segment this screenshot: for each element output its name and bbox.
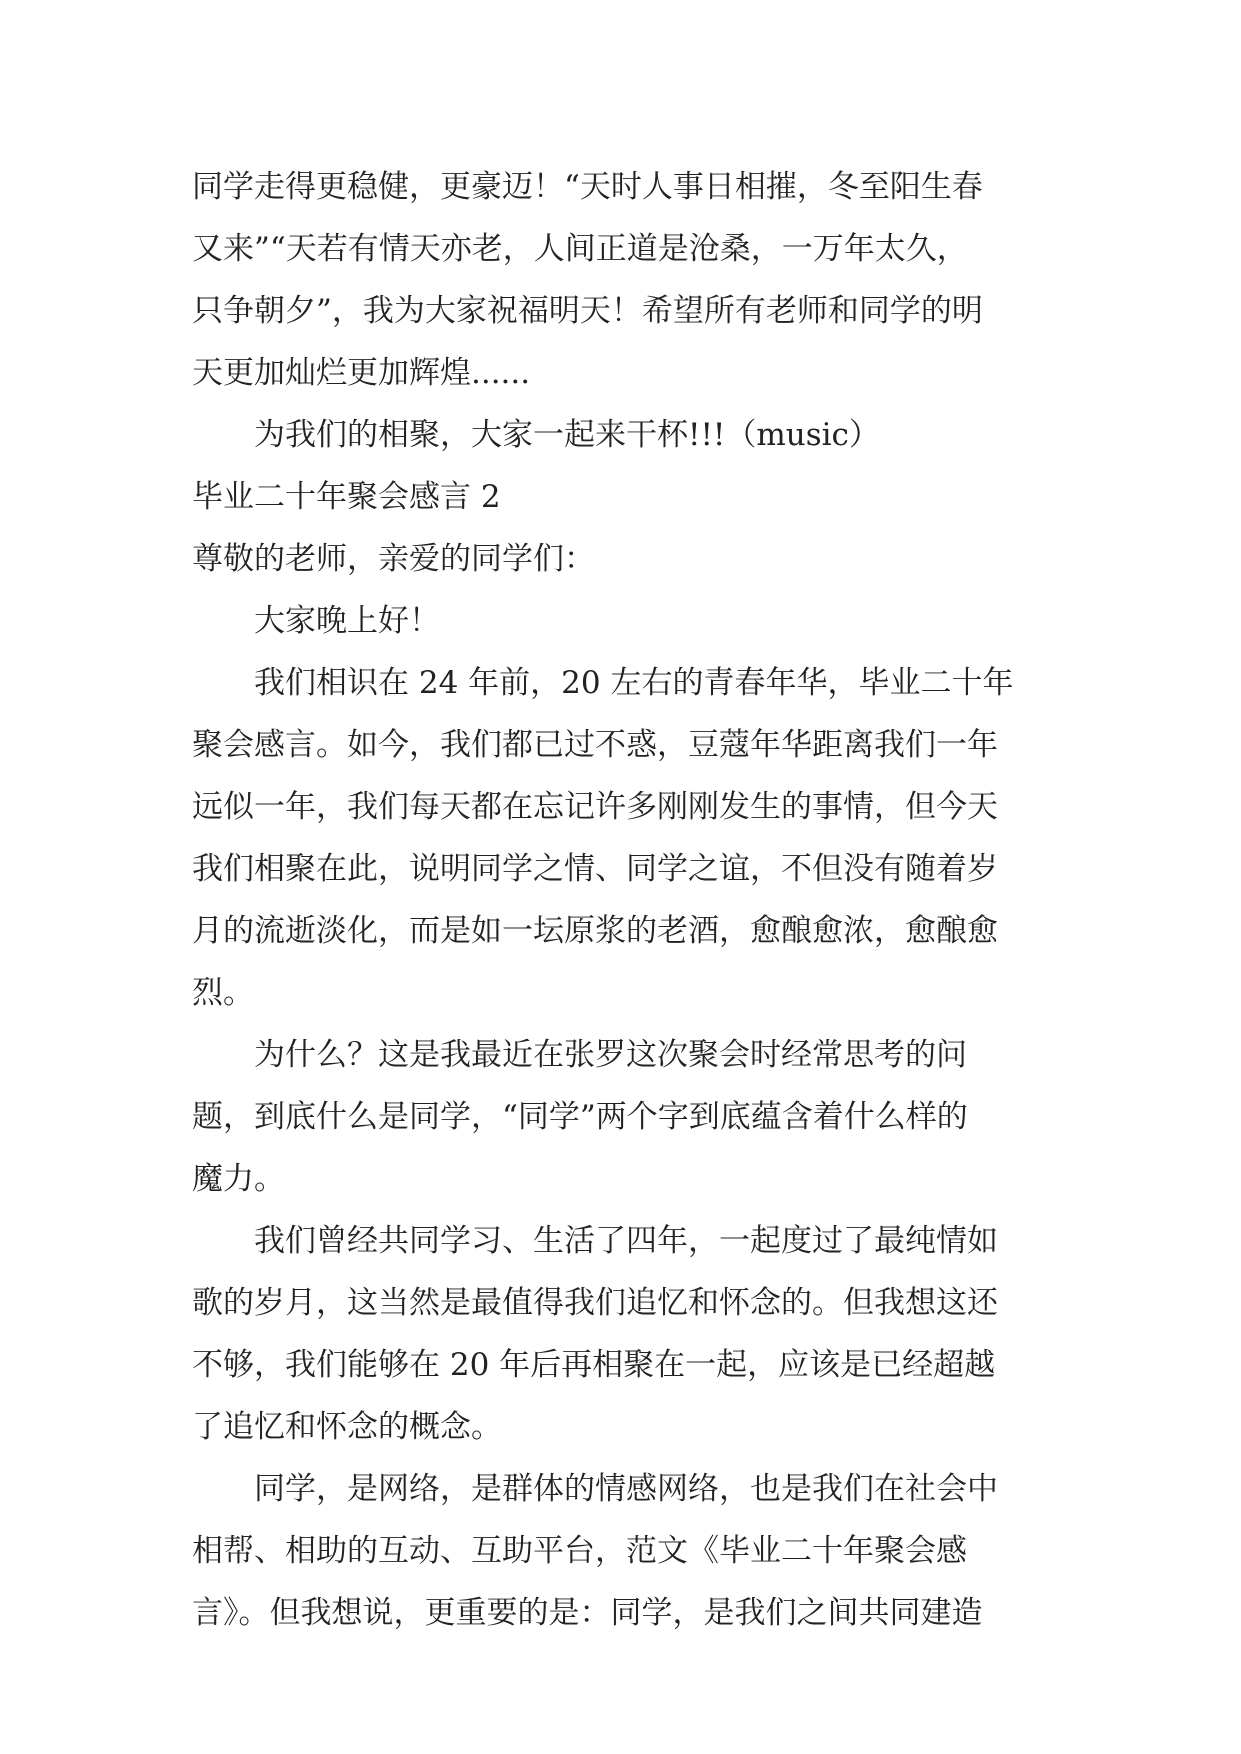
section-heading	[192, 466, 1054, 528]
paragraph	[192, 652, 1054, 1024]
text-line: 远似一年，我们每天都在忘记许多刚刚发生的事情，但今天	[192, 789, 998, 825]
text-line: 相帮、相助的互动、互助平台，范文《毕业二十年聚会感	[192, 1533, 967, 1569]
text-line: 烈。	[192, 975, 254, 1011]
text-line: 了追忆和怀念的概念。	[192, 1409, 502, 1445]
paragraph	[192, 1210, 1054, 1458]
text-line: 聚会感言。如今，我们都已过不惑，豆蔻年华距离我们一年	[192, 727, 998, 763]
text-line: 我们相聚在此，说明同学之情、同学之谊，不但没有随着岁	[192, 851, 998, 887]
text-line: 尊敬的老师，亲爱的同学们：	[192, 541, 595, 577]
text-line: 同学走得更稳健，更豪迈！“天时人事日相摧，冬至阳生春	[192, 169, 983, 205]
text-line: 月的流逝淡化，而是如一坛原浆的老酒，愈酿愈浓，愈酿愈	[192, 913, 998, 949]
text-line: 大家晚上好！	[254, 603, 440, 639]
text-line: 魔力。	[192, 1161, 285, 1197]
salutation	[192, 528, 1054, 590]
text-line: 歌的岁月，这当然是最值得我们追忆和怀念的。但我想这还	[192, 1285, 998, 1321]
paragraph	[192, 404, 1054, 466]
paragraph	[192, 1458, 1054, 1644]
text-line: 为什么？这是我最近在张罗这次聚会时经常思考的问	[254, 1037, 967, 1073]
text-line: 我们曾经共同学习、生活了四年，一起度过了最纯情如	[254, 1223, 998, 1259]
text-line: 又来”“天若有情天亦老，人间正道是沧桑，一万年太久，	[192, 231, 968, 267]
greeting	[192, 590, 1054, 652]
text-line: 只争朝夕”，我为大家祝福明天！希望所有老师和同学的明	[192, 293, 983, 329]
text-line: 题，到底什么是同学，“同学”两个字到底蕴含着什么样的	[192, 1099, 968, 1135]
text-line: 不够，我们能够在 20 年后再相聚在一起，应该是已经超越	[192, 1347, 996, 1383]
text-line: 为我们的相聚，大家一起来干杯!!!（music）	[254, 417, 880, 453]
text-line: 同学，是网络，是群体的情感网络，也是我们在社会中	[254, 1471, 998, 1507]
paragraph	[192, 156, 1054, 404]
text-line: 天更加灿烂更加辉煌......	[192, 355, 531, 391]
paragraph	[192, 1024, 1054, 1210]
heading-line: 毕业二十年聚会感言 2	[192, 479, 501, 515]
text-line: 言》。但我想说，更重要的是：同学，是我们之间共同建造	[192, 1595, 983, 1631]
document-body	[192, 156, 1054, 1644]
text-line: 我们相识在 24 年前，20 左右的青春年华，毕业二十年	[254, 665, 1014, 701]
